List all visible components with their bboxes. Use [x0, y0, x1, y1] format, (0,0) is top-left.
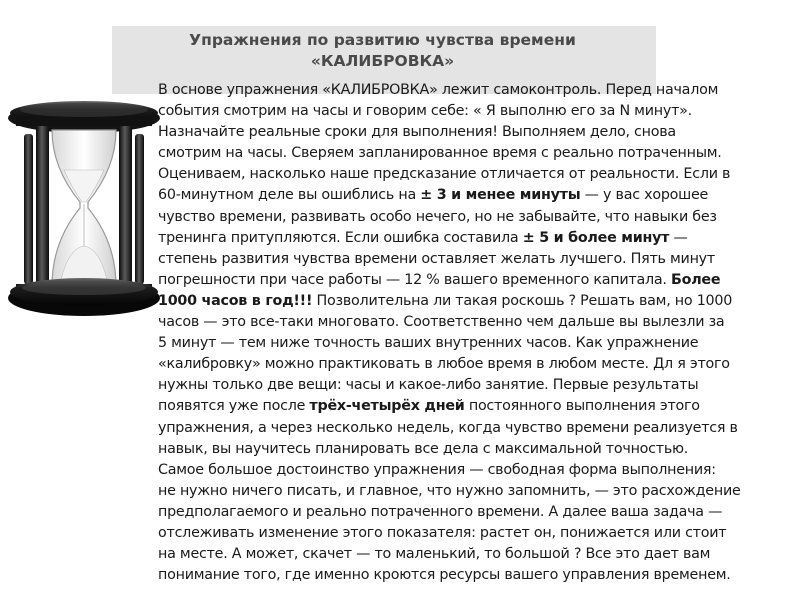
bold-emphasis: 1000 часов в год!!! — [158, 292, 313, 309]
slide-title — [120, 30, 645, 72]
body-line: на месте. А может, скачет — то маленький, то большой ? Все это дает вам — [158, 546, 711, 563]
bold-emphasis: Более — [670, 271, 721, 288]
body-line: Оцениваем, насколько наше предсказание отличается от реальности. Если в — [158, 166, 731, 183]
body-line: Самое большое достоинство упражнения — свободная форма выполнения: — [158, 461, 716, 478]
body-line: тренинга притупляются. Если ошибка составила ± 5 и более минут — — [158, 229, 688, 246]
body-line: чувство времени, развивать особо нечего, но не забывайте, что навыки без — [158, 208, 717, 225]
hourglass-icon — [6, 96, 162, 328]
body-line: часов — это все-таки многовато. Соответственно чем дальше вы вылезли за — [158, 314, 725, 331]
body-line: 5 минут — тем ниже точность ваших внутренних часов. Как упражнение — [158, 335, 699, 352]
bold-emphasis: ± 5 и более минут — [522, 229, 670, 246]
title-line-1: Упражнения по развитию чувства времени — [189, 31, 576, 49]
exercise-description — [158, 80, 798, 586]
body-line: В основе упражнения «КАЛИБРОВКА» лежит самоконтроль. Перед началом — [158, 82, 719, 98]
body-line: 60-минутном деле вы ошиблись на ± 3 и менее минуты — у вас хорошее — [158, 187, 709, 204]
body-line: 1000 часов в год!!! Позволительна ли такая роскошь ? Решать вам, но 1000 — [158, 292, 733, 309]
body-line: отслеживать изменение этого показателя: растет он, понижается или стоит — [158, 524, 727, 541]
body-line: степень развития чувства времени оставляет желать лучшего. Пять минут — [158, 250, 715, 267]
body-line: Назначайте реальные сроки для выполнения! Выполняем дело, снова — [158, 124, 676, 141]
body-line: предполагаемого и реально потраченного времени. А далее ваша задача — — [158, 503, 723, 520]
body-line: погрешности при часе работы — 12 % вашего временного капитала. Более — [158, 271, 721, 288]
body-line: понимание того, где именно кроются ресурсы вашего управления временем. — [158, 567, 731, 584]
body-line: события смотрим на часы и говорим себе: « Я выполню его за N минут». — [158, 103, 692, 120]
bold-emphasis: ± 3 и менее минуты — [420, 187, 581, 204]
body-line: навык, вы научитесь планировать все дела с максимальной точностью. — [158, 440, 689, 457]
body-line: не нужно ничего писать, и главное, что нужно запомнить, — это расхождение — [158, 482, 741, 499]
body-line: смотрим на часы. Сверяем запланированное время с реально потраченным. — [158, 145, 722, 162]
body-line: нужны только две вещи: часы и какое-либо занятие. Первые результаты — [158, 377, 699, 394]
body-line: появятся уже после трёх-четырёх дней постоянного выполнения этого — [158, 398, 700, 415]
title-line-2: «КАЛИБРОВКА» — [310, 52, 455, 70]
body-line: «калибровку» можно практиковать в любое время в любом месте. Дл я этого — [158, 356, 730, 373]
bold-emphasis: трёх-четырёх дней — [309, 398, 465, 415]
body-line: упражнения, а через несколько недель, когда чувство времени реализуется в — [158, 419, 738, 436]
